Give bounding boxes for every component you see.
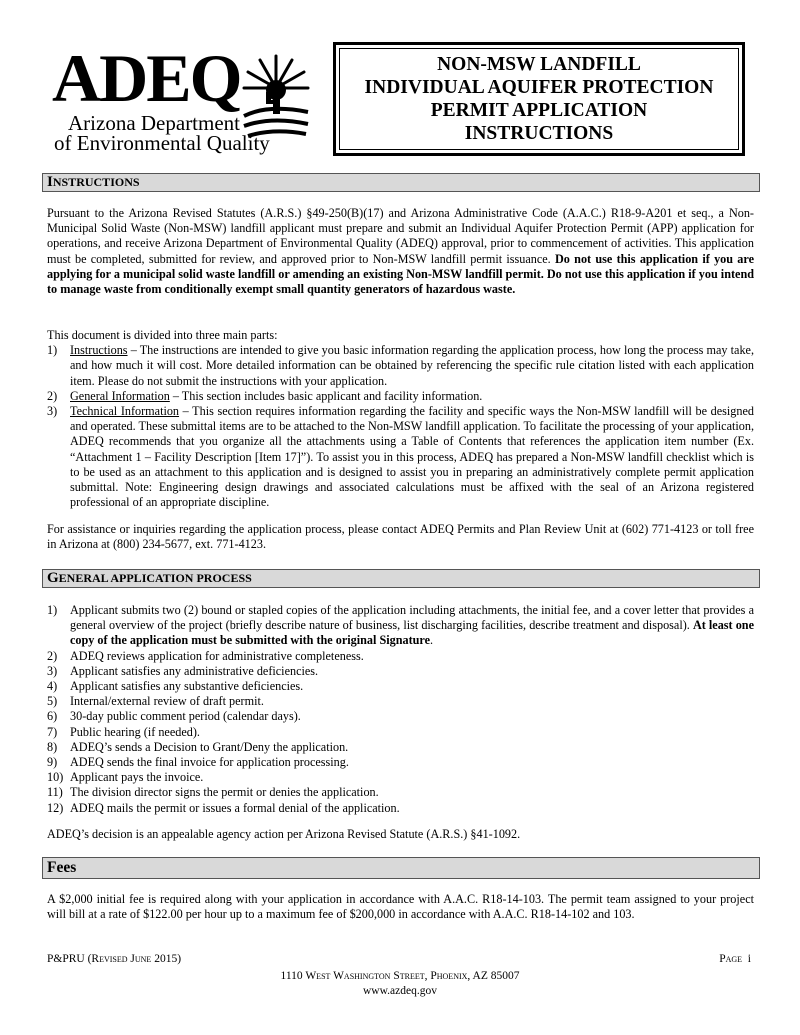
list-item: 8) ADEQ’s sends a Decision to Grant/Deny the application. <box>47 739 349 754</box>
list-item: 4) Applicant satisfies any substantive deficiencies. <box>47 679 304 694</box>
adeq-logo <box>52 40 314 155</box>
fees-paragraph: A $2,000 initial fee is required along with your application in accordance with A.A.C. R18-14-103. The permit team assigned to your project will bill at a rate of $122.00 per hour up to a maximum fee of $200,000 in accordance with A.A.C. R18-14-102 and 103. <box>47 892 754 922</box>
footer-revision: P&PRU (Revised June 2015) <box>47 953 182 965</box>
section-header-instructions: INSTRUCTIONS <box>42 173 760 192</box>
footer-address: 1110 West Washington Street, Phoenix, AZ 85007 www.azdeq.gov <box>0 969 800 999</box>
logo-acronym: ADEQ <box>52 40 241 116</box>
parts-list <box>47 328 754 510</box>
list-item: 3) Applicant satisfies any administrative deficiencies. <box>47 663 319 678</box>
list-item: 5) Internal/external review of draft permit. <box>47 694 264 709</box>
list-item: 1) Applicant submits two (2) bound or stapled copies of the application including attachments, the initial fee, and a cover letter that provides a general overview of the project (briefly describe nature of business, list discharging facilities, describe treatment and disposal). At least one copy of the application must be submitted with the original Signature. <box>47 603 754 648</box>
list-item: 12) ADEQ mails the permit or issues a formal denial of the application. <box>47 800 400 815</box>
logo-line-1: Arizona Department <box>68 111 241 135</box>
list-item: 3) Technical Information – This section requires information regarding the facility and specific ways the Non-MSW landfill will be designed and operated. These submittal items are to be attached to the Non-MSW landfill application. To facilitate the processing of your application, ADEQ recommends that you organize all the attachments using a Table of Contents that references the application item number (Ex. “Attachment 1 – Facility Description [Item 17]”). To assist you in this process, ADEQ has prepared a Non-MSW landfill checklist which is to be used as an attachment to this application and is designed to assist you in preparing an administratively complete permit application submittal. Note: Engineering design drawings and associated calculations must be affixed with the seal of an Arizona registered professional of an appropriate discipline. <box>47 404 754 510</box>
parts-intro: This document is divided into three main parts: <box>47 328 278 342</box>
footer-page-number: Page i <box>719 953 751 965</box>
decision-note: ADEQ’s decision is an appealable agency action per Arizona Revised Statute (A.R.S.) §41-1092. <box>47 827 521 841</box>
intro-paragraph: Pursuant to the Arizona Revised Statutes (A.R.S.) §49-250(B)(17) and Arizona Administrative Code (A.A.C.) R18-9-A201 et seq., a Non-Municipal Solid Waste (Non-MSW) landfill applicant must prepare and submit an Individual Aquifer Protection Permit (APP) application for operations, and receive Arizona Department of Environmental Quality (ADEQ) approval, prior to commencement of activities. This application must be completed, submitted for review, and approved prior to Non-MSW landfill permit issuance. Do not use this application if you are applying for a municipal solid waste landfill or amending an existing Non-MSW landfill permit. Do not use this application if you intend to manage waste from conditionally exempt small quantity generators of hazardous waste. <box>47 206 754 297</box>
list-item: 9) ADEQ sends the final invoice for application processing. <box>47 755 349 770</box>
section-header-fees: Fees <box>42 857 760 879</box>
section-header-general-process: GENERAL APPLICATION PROCESS <box>42 569 760 588</box>
list-item: 1) Instructions – The instructions are intended to give you basic information regarding the application process, how long the process may take, and how much it will cost. More detailed information can be obtained by referencing the specific rule citation listed with each application item. Please do not submit the instructions with your application. <box>47 343 754 388</box>
list-item: 11) The division director signs the permit or denies the application. <box>47 785 379 800</box>
list-item: 6) 30-day public comment period (calendar days). <box>47 709 301 724</box>
list-item: 2) General Information – This section includes basic applicant and facility information. <box>47 388 483 403</box>
list-item: 7) Public hearing (if needed). <box>47 724 200 739</box>
list-item: 10) Applicant pays the invoice. <box>47 770 204 785</box>
sun-cactus-icon <box>238 50 314 142</box>
list-item: 2) ADEQ reviews application for administrative completeness. <box>47 648 364 663</box>
title-box <box>333 42 745 156</box>
website-link[interactable]: www.azdeq.gov <box>363 985 437 997</box>
assistance-paragraph: For assistance or inquiries regarding the application process, please contact ADEQ Permits and Plan Review Unit at (602) 771-4123 or toll free in Arizona at (800) 234-5677, ext. 771-4123. <box>47 522 754 552</box>
process-steps <box>47 603 754 816</box>
page-title: NON-MSW LANDFILL INDIVIDUAL AQUIFER PROTECTION PERMIT APPLICATION INSTRUCTIONS <box>364 54 714 144</box>
logo-line-2: of Environmental Quality <box>54 131 270 155</box>
